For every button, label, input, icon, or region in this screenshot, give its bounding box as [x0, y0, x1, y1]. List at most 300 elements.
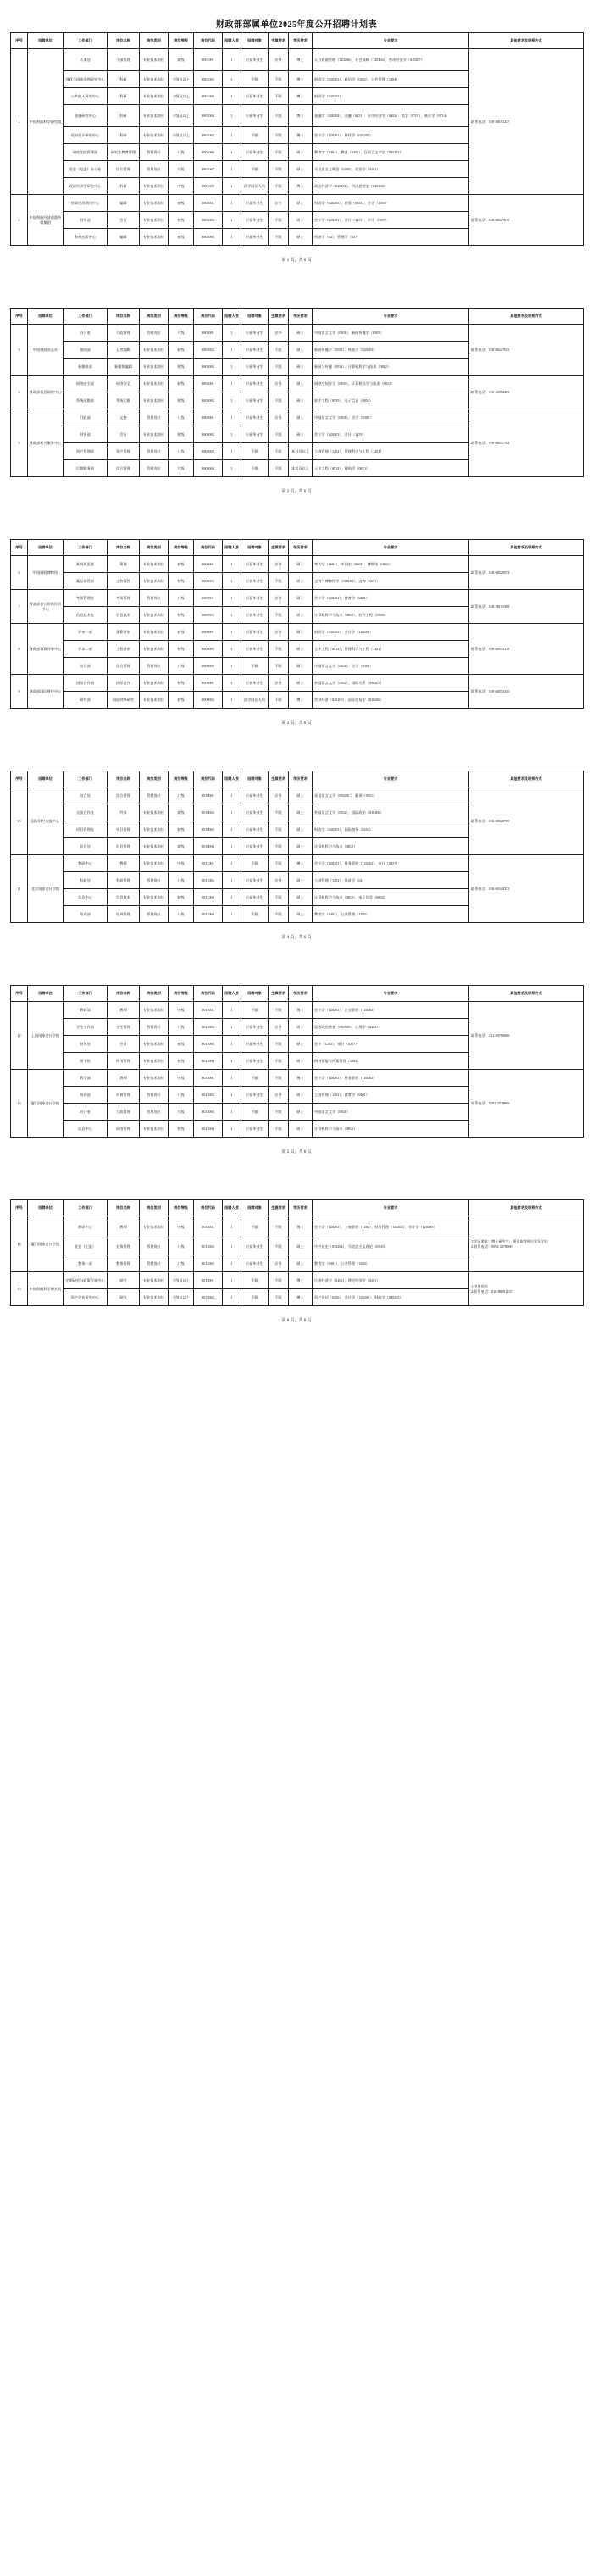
- cell-post: 教师: [108, 855, 140, 872]
- cell-edu: 硕士: [289, 804, 313, 821]
- cell-major: 网络空间安全（0839）、计算机科学与技术（0812）: [313, 376, 469, 392]
- page-gap: [0, 277, 593, 292]
- cell-cat: 管理岗位: [140, 1104, 169, 1121]
- cell-dept: 后勤服务部: [64, 460, 108, 477]
- cell-src: 京外: [269, 590, 289, 607]
- cell-src: 京外: [269, 1019, 289, 1036]
- cell-dept: 教材出版中心: [64, 229, 108, 246]
- cell-obj: 不限: [241, 71, 269, 88]
- recruiting-unit: 厦门国家会计学院: [28, 1216, 64, 1272]
- cell-dept: 综合处: [64, 787, 108, 804]
- cell-src: 不限: [269, 212, 289, 229]
- cell-code: 0001008: [194, 178, 223, 195]
- cell-code: 0003001: [194, 325, 223, 342]
- cell-code: 0005003: [194, 443, 223, 460]
- cell-obj: 应届毕业生: [241, 556, 269, 573]
- column-header: 岗位名称: [108, 33, 140, 49]
- column-header: 岗位类别: [140, 540, 169, 556]
- cell-post: 综合管理: [108, 787, 140, 804]
- cell-edu: 硕士: [289, 641, 313, 658]
- cell-src: 不限: [269, 127, 289, 144]
- cell-code: 0010001: [194, 787, 223, 804]
- cell-edu: 硕士: [289, 1019, 313, 1036]
- cell-dept: 政治经济学研究中心: [64, 178, 108, 195]
- cell-code: 0011002: [194, 872, 223, 889]
- cell-grade: 八级: [169, 1104, 194, 1121]
- cell-post: 行政管理: [108, 1104, 140, 1121]
- cell-src: 京外: [269, 787, 289, 804]
- cell-major: 金融学（020204）、金融（0251）、应用经济学（0202）、数学（0701）、统计学（0714）: [313, 105, 469, 127]
- cell-post: 策展: [108, 556, 140, 573]
- cell-edu: 硕士: [289, 342, 313, 359]
- cell-code: 0001007: [194, 161, 223, 178]
- cell-post: 编辑: [108, 229, 140, 246]
- cell-code: 0014001: [194, 1216, 223, 1238]
- cell-post: 教师: [108, 1070, 140, 1087]
- cell-grade: 八级: [169, 1087, 194, 1104]
- page-footer: 第 5 页，共 6 页: [281, 1150, 312, 1154]
- cell-major: 计算机科学与技术（0812）、电子信息（0854）: [313, 889, 469, 906]
- column-header: 岗位代码: [194, 540, 223, 556]
- cell-num: 1: [223, 1238, 241, 1255]
- cell-major: 经济学（02）、管理学（12）: [313, 229, 469, 246]
- cell-grade: 中级: [169, 1216, 194, 1238]
- cell-post: 研究: [108, 1272, 140, 1289]
- recruiting-unit: 中国财政博物馆: [28, 556, 64, 590]
- table-row: [11, 195, 584, 212]
- cell-src: 不限: [269, 641, 289, 658]
- cell-major: 应用经济学（0202）、理论经济学（0201）: [313, 1272, 469, 1289]
- cell-dept: 财务处: [64, 1036, 108, 1053]
- column-header: 招聘单位: [28, 1200, 64, 1216]
- other-requirements: 联系电话：010-68551702: [469, 409, 584, 477]
- page-footer: 第 3 页，共 6 页: [281, 721, 312, 726]
- cell-grade: 中级: [169, 855, 194, 872]
- other-requirements: 联系电话：010-68553350: [469, 675, 584, 709]
- column-header: 招聘对象: [241, 986, 269, 1002]
- cell-code: 0008001: [194, 624, 223, 641]
- cell-dept: 财务部: [64, 426, 108, 443]
- cell-num: 1: [223, 1121, 241, 1138]
- cell-num: 1: [223, 342, 241, 359]
- cell-obj: 应届毕业生: [241, 426, 269, 443]
- cell-major: 财政学（020203）、国际商务（0254）: [313, 821, 469, 838]
- cell-post: 项目管理: [108, 821, 140, 838]
- cell-post: 党务管理: [108, 1238, 140, 1255]
- cell-num: 1: [223, 426, 241, 443]
- cell-major: 文物与博物馆学（060104）、文物（0651）: [313, 573, 469, 590]
- cell-post: 行政管理: [108, 325, 140, 342]
- column-header: 岗位等级: [169, 771, 194, 787]
- cell-dept: 国际合作部: [64, 675, 108, 692]
- cell-obj: 应届毕业生: [241, 212, 269, 229]
- cell-obj: 应届毕业生: [241, 624, 269, 641]
- cell-src: 不限: [269, 821, 289, 838]
- cell-dept: 资产评估研究中心: [64, 1289, 108, 1306]
- cell-grade: 初级: [169, 675, 194, 692]
- column-header: 工作部门: [64, 771, 108, 787]
- column-header: 专业要求: [313, 33, 469, 49]
- column-header: 学历要求: [289, 1200, 313, 1216]
- cell-major: 会计学（120201）、企业管理（120202）: [313, 1002, 469, 1019]
- cell-src: 不限: [269, 178, 289, 195]
- cell-code: 0002003: [194, 229, 223, 246]
- cell-major: 会计学（120201）、财务管理（120202）、审计（0257）: [313, 855, 469, 872]
- column-header: 其他要求及联系方式: [469, 986, 584, 1002]
- column-header: 岗位等级: [169, 1200, 194, 1216]
- cell-edu: 硕士: [289, 1121, 313, 1138]
- cell-obj: 应届毕业生: [241, 105, 269, 127]
- cell-cat: 专业技术岗位: [140, 392, 169, 409]
- cell-grade: 初级: [169, 889, 194, 906]
- column-header: 其他要求及联系方式: [469, 1200, 584, 1216]
- cell-code: 0005002: [194, 426, 223, 443]
- cell-num: 1: [223, 161, 241, 178]
- cell-src: 不限: [269, 426, 289, 443]
- column-header: 专业要求: [313, 771, 469, 787]
- cell-num: 1: [223, 573, 241, 590]
- cell-obj: 应届毕业生: [241, 675, 269, 692]
- recruitment-table: [10, 1199, 584, 1306]
- cell-edu: 硕士: [289, 624, 313, 641]
- cell-cat: 专业技术岗位: [140, 855, 169, 872]
- cell-cat: 管理岗位: [140, 161, 169, 178]
- column-header: 序号: [11, 986, 28, 1002]
- cell-grade: 初级: [169, 804, 194, 821]
- cell-obj: 应届毕业生: [241, 1036, 269, 1053]
- cell-num: 1: [223, 144, 241, 161]
- cell-src: 不限: [269, 443, 289, 460]
- page-top-gap: [0, 1184, 593, 1199]
- cell-num: 1: [223, 607, 241, 624]
- cell-code: 0001001: [194, 49, 223, 71]
- cell-major: 财政学（020203）: [313, 88, 469, 105]
- page-top-gap: [0, 755, 593, 771]
- header-row: [11, 540, 584, 556]
- cell-num: 1: [223, 804, 241, 821]
- cell-src: 不限: [269, 1070, 289, 1087]
- column-header: 专业要求: [313, 540, 469, 556]
- page-footer: 第 2 页，共 6 页: [281, 490, 312, 494]
- cell-edu: 硕士: [289, 426, 313, 443]
- cell-post: 综合管理: [108, 658, 140, 675]
- cell-major: 图书情报与档案管理（1205）: [313, 1053, 469, 1070]
- cell-src: 不限: [269, 229, 289, 246]
- cell-major: 新闻传播学（0503）、财政学（020203）: [313, 342, 469, 359]
- cell-obj: 不限: [241, 1104, 269, 1121]
- cell-post: 学生管理: [108, 1019, 140, 1036]
- cell-src: 不限: [269, 1272, 289, 1289]
- cell-obj: 不限: [241, 443, 269, 460]
- recruitment-table: [10, 985, 584, 1138]
- column-header: 学历要求: [289, 309, 313, 325]
- cell-obj: 应届毕业生: [241, 872, 269, 889]
- cell-dept: 科研处: [64, 872, 108, 889]
- cell-grade: 初级: [169, 342, 194, 359]
- cell-post: 编辑: [108, 195, 140, 212]
- cell-cat: 专业技术岗位: [140, 127, 169, 144]
- cell-post: 信息技术: [108, 607, 140, 624]
- row-number: 7: [11, 590, 28, 624]
- cell-major: 考古学（0601）、中国史（0602）、博物馆（0651）: [313, 556, 469, 573]
- cell-code: 0002001: [194, 195, 223, 212]
- cell-obj: 应届毕业生: [241, 838, 269, 855]
- row-number: 8: [11, 624, 28, 675]
- cell-post: 研究: [108, 1289, 140, 1306]
- cell-dept: 研究部: [64, 692, 108, 709]
- cell-dept: 信息处: [64, 838, 108, 855]
- cell-edu: 硕士: [289, 906, 313, 923]
- cell-grade: 十级及以上: [169, 1272, 194, 1289]
- cell-code: 0012002: [194, 1019, 223, 1036]
- table-row: [11, 1216, 584, 1238]
- column-header: 专业要求: [313, 986, 469, 1002]
- cell-edu: 硕士: [289, 1238, 313, 1255]
- cell-src: 不限: [269, 342, 289, 359]
- cell-num: 1: [223, 178, 241, 195]
- cell-code: 0014003: [194, 1255, 223, 1272]
- column-header: 工作部门: [64, 540, 108, 556]
- header-row: [11, 986, 584, 1002]
- cell-dept: 教学部: [64, 1070, 108, 1087]
- cell-post: 综合管理: [108, 161, 140, 178]
- cell-post: 科研: [108, 127, 140, 144]
- cell-num: 1: [223, 376, 241, 392]
- cell-obj: 应届毕业生: [241, 889, 269, 906]
- recruiting-unit: 财政部国际财经中心: [28, 675, 64, 709]
- table-row: [11, 409, 584, 426]
- cell-dept: 办公室: [64, 1104, 108, 1121]
- page: [0, 970, 593, 1184]
- cell-edu: 硕士: [289, 821, 313, 838]
- cell-src: 不限: [269, 161, 289, 178]
- cell-obj: 应届毕业生: [241, 359, 269, 376]
- cell-obj: 应届毕业生: [241, 573, 269, 590]
- cell-num: 1: [223, 212, 241, 229]
- cell-post: 综合管理: [108, 460, 140, 477]
- other-requirements: 1.学历要求：博士研究生，须已取得相应学历学位 2.联系电话：0592-2578000: [469, 1216, 584, 1272]
- column-header: 其他要求及联系方式: [469, 771, 584, 787]
- cell-cat: 专业技术岗位: [140, 1289, 169, 1306]
- cell-num: 1: [223, 838, 241, 855]
- cell-major: 会计学（120201）、工商管理（1202）、财务管理（120202）、审计学（1202Z1）: [313, 1216, 469, 1238]
- cell-cat: 专业技术岗位: [140, 624, 169, 641]
- cell-src: 不限: [269, 607, 289, 624]
- column-header: 其他要求及联系方式: [469, 33, 584, 49]
- cell-cat: 管理岗位: [140, 658, 169, 675]
- cell-grade: 八级: [169, 658, 194, 675]
- cell-num: 1: [223, 1019, 241, 1036]
- column-header: 工作部门: [64, 33, 108, 49]
- cell-obj: 应届毕业生: [241, 49, 269, 71]
- cell-obj: 应届毕业生: [241, 1255, 269, 1272]
- cell-edu: 博士: [289, 127, 313, 144]
- cell-src: 不限: [269, 1289, 289, 1306]
- cell-post: 教务管理: [108, 1255, 140, 1272]
- table-row: [11, 376, 584, 392]
- cell-cat: 专业技术岗位: [140, 342, 169, 359]
- cell-cat: 管理岗位: [140, 443, 169, 460]
- cell-edu: 硕士: [289, 590, 313, 607]
- column-header: 岗位类别: [140, 986, 169, 1002]
- column-header: 生源要求: [269, 986, 289, 1002]
- cell-dept: 学生工作部: [64, 1019, 108, 1036]
- cell-num: 1: [223, 675, 241, 692]
- cell-num: 1: [223, 821, 241, 838]
- cell-code: 0013002: [194, 1087, 223, 1104]
- cell-num: 1: [223, 1070, 241, 1087]
- cell-grade: 十级及以上: [169, 105, 194, 127]
- cell-dept: 教务一部: [64, 1255, 108, 1272]
- cell-grade: 初级: [169, 1121, 194, 1138]
- column-header: 专业要求: [313, 1200, 469, 1216]
- cell-grade: 初级: [169, 1053, 194, 1070]
- cell-obj: 不限: [241, 855, 269, 872]
- column-header: 招聘人数: [223, 771, 241, 787]
- cell-edu: 硕士: [289, 325, 313, 342]
- cell-num: 1: [223, 1216, 241, 1238]
- row-number: 1: [11, 49, 28, 195]
- other-requirements: 联系电话：010-88227635: [469, 325, 584, 376]
- cell-cat: 管理岗位: [140, 872, 169, 889]
- cell-dept: 要闻部: [64, 342, 108, 359]
- cell-src: 不限: [269, 838, 289, 855]
- cell-cat: 专业技术岗位: [140, 821, 169, 838]
- cell-cat: 专业技术岗位: [140, 105, 169, 127]
- cell-code: 0012001: [194, 1002, 223, 1019]
- column-header: 招聘单位: [28, 540, 64, 556]
- cell-num: 1: [223, 1255, 241, 1272]
- cell-num: 1: [223, 195, 241, 212]
- row-number: 6: [11, 556, 28, 590]
- cell-code: 0013003: [194, 1104, 223, 1121]
- cell-post: 科研管理: [108, 872, 140, 889]
- row-number: 5: [11, 409, 28, 477]
- cell-src: 不限: [269, 1036, 289, 1053]
- cell-edu: 硕士: [289, 889, 313, 906]
- column-header: 序号: [11, 309, 28, 325]
- cell-major: 资产评估（0256）、会计学（120201）、财政学（020203）: [313, 1289, 469, 1306]
- cell-major: 财政学（020203）、税务（0253）、会计（1253）: [313, 195, 469, 212]
- cell-post: 国际合作: [108, 675, 140, 692]
- cell-major: 马克思主义理论（0305）、政治学（0302）: [313, 161, 469, 178]
- cell-grade: 十级及以上: [169, 127, 194, 144]
- cell-edu: 硕士: [289, 556, 313, 573]
- other-requirements: 联系电话：010-69344521: [469, 855, 584, 923]
- cell-dept: 图书馆: [64, 1053, 108, 1070]
- cell-obj: 应届毕业生: [241, 342, 269, 359]
- cell-grade: 中级: [169, 178, 194, 195]
- recruiting-unit: 财政部信息网络中心: [28, 376, 64, 409]
- cell-cat: 管理岗位: [140, 1238, 169, 1255]
- cell-post: 文物保管: [108, 573, 140, 590]
- cell-num: 1: [223, 229, 241, 246]
- cell-edu: 本科及以上: [289, 460, 313, 477]
- cell-src: 京外: [269, 409, 289, 426]
- cell-grade: 初级: [169, 49, 194, 71]
- cell-major: 思想政治教育（030505）、心理学（0402）: [313, 1019, 469, 1036]
- cell-obj: 不限: [241, 658, 269, 675]
- cell-major: 财政学（020203）、会计学（120201）: [313, 624, 469, 641]
- column-header: 工作部门: [64, 1200, 108, 1216]
- recruitment-table: [10, 771, 584, 923]
- cell-grade: 十级及以上: [169, 71, 194, 88]
- cell-edu: 硕士: [289, 872, 313, 889]
- cell-code: 0004001: [194, 376, 223, 392]
- cell-cat: 管理岗位: [140, 409, 169, 426]
- column-header: 其他要求及联系方式: [469, 309, 584, 325]
- cell-src: 不限: [269, 1053, 289, 1070]
- table-row: [11, 49, 584, 71]
- table-row: [11, 556, 584, 573]
- cell-cat: 专业技术岗位: [140, 1036, 169, 1053]
- cell-src: 不限: [269, 855, 289, 872]
- cell-code: 0006002: [194, 573, 223, 590]
- cell-grade: 初级: [169, 556, 194, 573]
- header-row: [11, 771, 584, 787]
- other-requirements: 联系电话：010-88191237: [469, 49, 584, 195]
- cell-num: 1: [223, 1053, 241, 1070]
- cell-grade: 初级: [169, 229, 194, 246]
- cell-cat: 管理岗位: [140, 590, 169, 607]
- cell-edu: 硕士: [289, 1053, 313, 1070]
- table-row: [11, 855, 584, 872]
- column-header: 岗位名称: [108, 986, 140, 1002]
- cell-num: 1: [223, 872, 241, 889]
- column-header: 招聘人数: [223, 540, 241, 556]
- cell-num: 1: [223, 409, 241, 426]
- page-gap: [0, 954, 593, 970]
- cell-code: 0007002: [194, 607, 223, 624]
- table-row: [11, 590, 584, 607]
- cell-code: 0008003: [194, 658, 223, 675]
- cell-cat: 专业技术岗位: [140, 607, 169, 624]
- cell-edu: 博士: [289, 1002, 313, 1019]
- cell-dept: 教研部: [64, 1002, 108, 1019]
- cell-num: 1: [223, 359, 241, 376]
- other-requirements: 联系电话：021-69768000: [469, 1002, 584, 1070]
- cell-code: 0015002: [194, 1289, 223, 1306]
- other-requirements: 联系电话：0592-2578800: [469, 1070, 584, 1138]
- cell-num: 1: [223, 641, 241, 658]
- cell-grade: 八级: [169, 1238, 194, 1255]
- cell-post: 预算评审: [108, 624, 140, 641]
- cell-src: 不限: [269, 359, 289, 376]
- other-requirements: 联系电话：010-88191588: [469, 590, 584, 624]
- cell-src: 京外: [269, 1255, 289, 1272]
- column-header: 招聘单位: [28, 309, 64, 325]
- column-header: 岗位代码: [194, 33, 223, 49]
- cell-post: 图书管理: [108, 1053, 140, 1070]
- cell-src: 京外: [269, 195, 289, 212]
- cell-num: 1: [223, 787, 241, 804]
- cell-code: 0010003: [194, 821, 223, 838]
- recruitment-table: [10, 539, 584, 709]
- cell-dept: 综合部: [64, 658, 108, 675]
- cell-major: 外国语言文学（0502）、国际政治（030206）: [313, 804, 469, 821]
- cell-dept: 财政与国家治理研究中心: [64, 71, 108, 88]
- page-title: 财政部部属单位2025年度公开招聘计划表: [216, 20, 377, 30]
- cell-src: 不限: [269, 804, 289, 821]
- cell-major: 财政学（020203）、政治学（0302）、公共管理（1204）: [313, 71, 469, 88]
- cell-edu: 博士: [289, 1289, 313, 1306]
- column-header: 招聘单位: [28, 771, 64, 787]
- cell-src: 京外: [269, 325, 289, 342]
- cell-obj: 应届毕业生: [241, 1238, 269, 1255]
- cell-code: 0015001: [194, 1272, 223, 1289]
- cell-post: 科研: [108, 178, 140, 195]
- cell-dept: 金融研究中心: [64, 105, 108, 127]
